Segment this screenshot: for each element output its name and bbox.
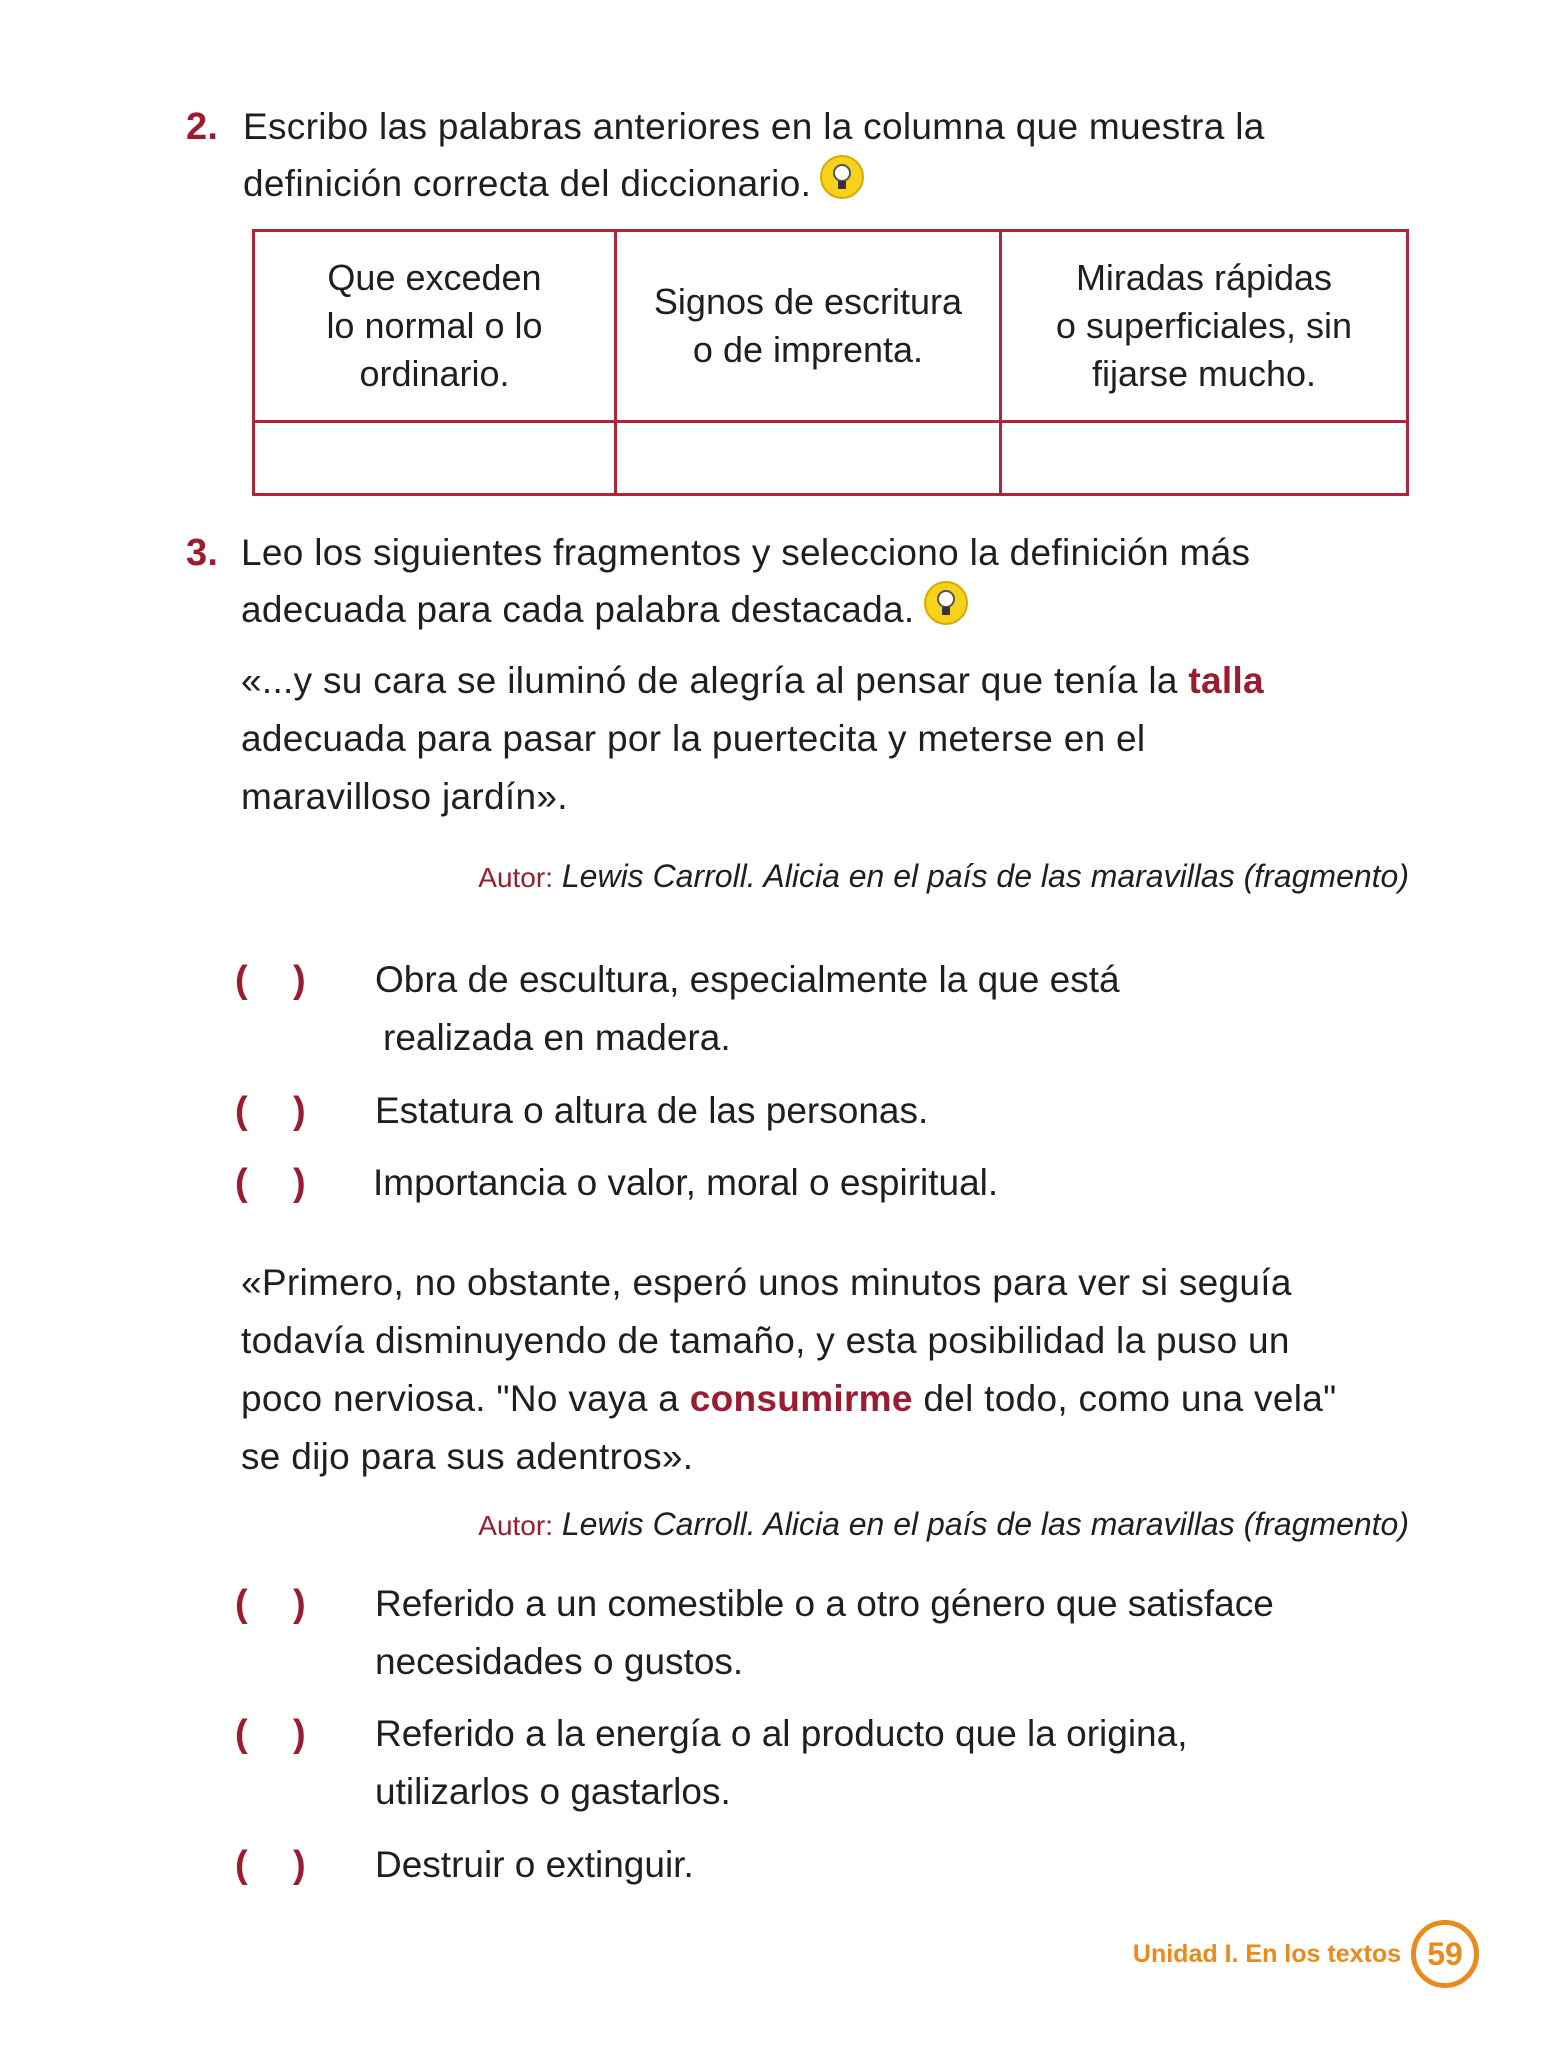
- fragment-1-line-2: adecuada para pasar por la puertecita y meterse en el: [241, 718, 1146, 759]
- exercise-3-instructions: [241, 524, 1421, 639]
- answer-cell-1[interactable]: [254, 422, 616, 495]
- author-citation-1: [241, 854, 1409, 900]
- definition-cell-2: [616, 231, 1001, 422]
- exercise-2-line-2: [243, 154, 1423, 213]
- lightbulb-icon: [819, 154, 865, 200]
- exercise-3-line-1: Leo los siguientes fragmentos y selecciono la definición más: [241, 532, 1251, 573]
- option-text: Destruir o extinguir.: [375, 1844, 694, 1885]
- definition-1-line-1: Que exceden: [327, 257, 542, 298]
- option-2-1-line-2: necesidades o gustos.: [375, 1641, 744, 1682]
- option-text: [375, 951, 1425, 1067]
- lightbulb-icon: [923, 580, 969, 626]
- answer-row: [254, 422, 1408, 495]
- exercise-3-line-2-text: adecuada para cada palabra destacada.: [241, 589, 915, 630]
- exercise-2-instructions: [243, 98, 1423, 213]
- fragment-2-line-3: [241, 1370, 1441, 1428]
- fragment-2-line-2: todavía disminuyendo de tamaño, y esta posibilidad la puso un: [241, 1320, 1290, 1361]
- unit-label: Unidad I. En los textos: [1132, 1939, 1401, 1968]
- definition-1-line-2: lo normal o lo: [326, 305, 543, 346]
- answer-parentheses[interactable]: ( ): [235, 1713, 306, 1755]
- option-1-1[interactable]: [235, 951, 1435, 1067]
- option-1-2[interactable]: [235, 1082, 1435, 1140]
- definition-2-line-2: o de imprenta.: [692, 329, 924, 370]
- highlighted-word-talla: talla: [1188, 660, 1264, 701]
- answer-parentheses[interactable]: ( ): [235, 1583, 306, 1625]
- definition-3-line-1: Miradas rápidas: [1075, 257, 1333, 298]
- definition-3-line-3: fijarse mucho.: [1091, 353, 1317, 394]
- answer-cell-3[interactable]: [1001, 422, 1408, 495]
- option-2-1[interactable]: [235, 1575, 1435, 1691]
- exercise-2-number: 2.: [186, 106, 219, 148]
- highlighted-word-consumirme: consumirme: [689, 1378, 913, 1419]
- option-1-1-line-1: Obra de escultura, especialmente la que está: [375, 959, 1120, 1000]
- option-1-3[interactable]: [235, 1154, 1435, 1212]
- definitions-header-row: [254, 231, 1408, 422]
- definition-2-line-1: Signos de escritura: [653, 281, 963, 322]
- author-source: Lewis Carroll. Alicia en el país de las maravillas (fragmento): [561, 858, 1409, 894]
- exercise-2-line-2-text: definición correcta del diccionario.: [243, 163, 812, 204]
- page-number: [1411, 1920, 1479, 1988]
- fragment-2-line-4: se dijo para sus adentros».: [241, 1436, 694, 1477]
- definition-cell-3: [1001, 231, 1408, 422]
- author-label: Autor:: [478, 862, 553, 893]
- option-text: Importancia o valor, moral o espiritual.: [373, 1162, 999, 1203]
- fragment-1-line-1: [241, 652, 1431, 710]
- option-text: Estatura o altura de las personas.: [375, 1090, 929, 1131]
- option-2-2-line-1: Referido a la energía o al producto que la origina,: [375, 1713, 1188, 1754]
- author-label: Autor:: [478, 1510, 553, 1541]
- exercise-3-number: 3.: [186, 532, 219, 574]
- definition-1-line-3: ordinario.: [359, 353, 510, 394]
- author-citation-2: [241, 1502, 1409, 1548]
- option-2-3[interactable]: [235, 1836, 1435, 1894]
- option-1-1-line-2: realizada en madera.: [383, 1017, 731, 1058]
- option-2-2[interactable]: [235, 1705, 1435, 1821]
- fragment-2-text-before: poco nerviosa. "No vaya a: [241, 1378, 690, 1419]
- exercise-2-line-1: Escribo las palabras anteriores en la columna que muestra la: [243, 106, 1265, 147]
- page-footer: [1133, 1920, 1479, 1988]
- definition-cell-1: [254, 231, 616, 422]
- fragment-1-text: «...y su cara se iluminó de alegría al pensar que tenía la: [241, 660, 1189, 701]
- option-2-1-line-1: Referido a un comestible o a otro género que satisface: [375, 1583, 1274, 1624]
- option-text: [375, 1575, 1425, 1691]
- exercise-3-line-2: [241, 580, 1421, 639]
- answer-parentheses[interactable]: ( ): [235, 1844, 306, 1886]
- definition-3-line-2: o superficiales, sin: [1055, 305, 1353, 346]
- answer-parentheses[interactable]: ( ): [235, 1162, 306, 1204]
- answer-cell-2[interactable]: [616, 422, 1001, 495]
- author-source: Lewis Carroll. Alicia en el país de las maravillas (fragmento): [561, 1506, 1409, 1542]
- option-text: [375, 1705, 1425, 1821]
- answer-parentheses[interactable]: ( ): [235, 959, 306, 1001]
- fragment-2-text-after: del todo, como una vela": [912, 1378, 1337, 1419]
- answer-parentheses[interactable]: ( ): [235, 1090, 306, 1132]
- fragment-2: [241, 1254, 1441, 1486]
- page-number-text: 59: [1427, 1935, 1463, 1972]
- option-2-2-line-2: utilizarlos o gastarlos.: [375, 1771, 731, 1812]
- fragment-1-line-3: maravilloso jardín».: [241, 776, 568, 817]
- fragment-2-line-1: «Primero, no obstante, esperó unos minutos para ver si seguía: [241, 1262, 1292, 1303]
- fragment-1: [241, 652, 1431, 826]
- definitions-table: [252, 229, 1409, 496]
